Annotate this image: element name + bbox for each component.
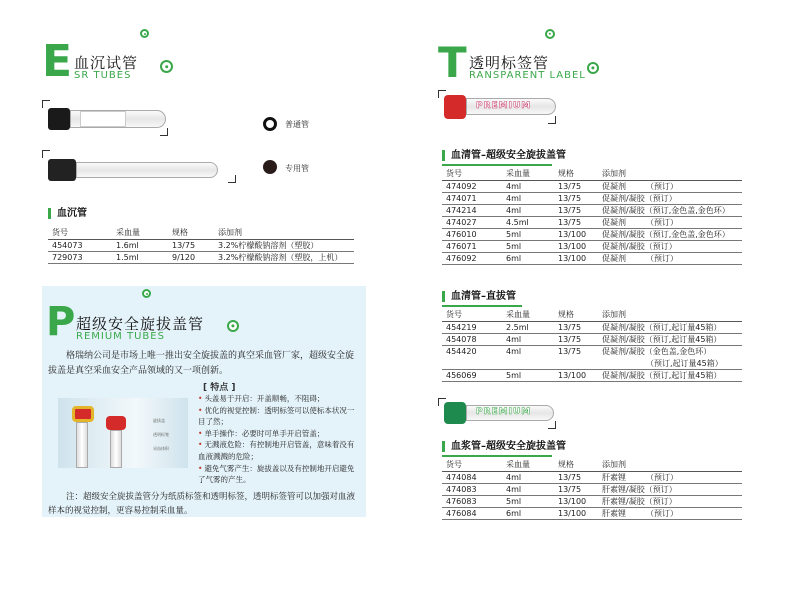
serum-safe-table: 货号 采血量 规格 添加剂 474092 4ml 13/75 促凝剂 （预订） 474071 4ml 13/75 促凝剂/凝胶（预订） 474214 4ml 13/75 促凝剂/凝胶（预订,金色盖,金色环） 474027 4.5ml 13/75 促凝剂 （预订） 476010 5ml 13/100 促凝剂/凝胶（预订,金色盖,金色环） 476071 5ml 13/100 促凝剂/凝胶（预订） 476092 6ml 13/100 促凝剂 （预订） bbox=[442, 167, 742, 265]
table-row: （预订,起订量45箱） bbox=[442, 358, 742, 370]
legend-normal-label: 普通管 bbox=[285, 120, 309, 129]
list-item: • 避免气雾产生：旋拔盖以及有控制地开启避免了气雾的产生。 bbox=[198, 463, 355, 485]
features-list bbox=[198, 393, 358, 486]
premium-subtitle: REMIUM TUBES bbox=[76, 331, 165, 342]
esr-table-title: 血沉管 bbox=[48, 208, 87, 219]
features-title: [ 特点 ] bbox=[203, 383, 236, 393]
title-rule bbox=[442, 455, 552, 457]
premium-letter: P bbox=[46, 299, 76, 345]
tube-label: PREMIUM bbox=[476, 101, 532, 111]
esr-letter: E bbox=[42, 36, 73, 87]
table-row: 474027 4.5ml 13/75 促凝剂 （预订） bbox=[442, 217, 742, 229]
table-row: 476092 6ml 13/100 促凝剂 （预订） bbox=[442, 253, 742, 265]
table-row: 454219 2.5ml 13/75 促凝剂/凝胶（预订,起订量45箱） bbox=[442, 322, 742, 334]
col-header: 采血量 bbox=[112, 226, 168, 240]
table-row: 454420 4ml 13/75 促凝剂/凝胶（金色盖,金色环） bbox=[446, 347, 712, 357]
illustration-label: 采血体积 bbox=[153, 446, 169, 451]
premium-title: 超级安全旋拔盖管 bbox=[76, 315, 205, 333]
list-item: • 优化的视觉控制：透明标签可以使标本状况一目了然； bbox=[198, 405, 355, 427]
table-row: 456069 5ml 13/100 促凝剂/凝胶（预订,起订量45箱） bbox=[442, 370, 742, 382]
illustration-label: 旋拔盖 bbox=[153, 418, 165, 423]
legend-special-label: 专用管 bbox=[285, 164, 309, 173]
transparent-subtitle: RANSPARENT LABEL bbox=[469, 70, 586, 81]
premium-note: 注：超级安全旋拔盖管分为纸质标签和透明标签，透明标签管可以加强对血液样本的视觉控制，更容易控制采血量。 bbox=[48, 492, 356, 516]
table-row: 476084 6ml 13/100 肝素锂 （预订） bbox=[442, 508, 742, 520]
decor-ring bbox=[587, 62, 599, 74]
decor-ring bbox=[160, 60, 173, 73]
table-row: 454078 4ml 13/75 促凝剂/凝胶（预订,起订量45箱） bbox=[442, 334, 742, 346]
table-row: 476071 5ml 13/100 促凝剂/凝胶（预订） bbox=[442, 241, 742, 253]
list-item: • 无溅液危险：有控制地开启管盖，意味着没有血液溅溅的危险； bbox=[198, 440, 355, 461]
serum-straight-table: 货号 采血量 规格 添加剂 454219 2.5ml 13/75 促凝剂/凝胶（预订,起订量45箱） 454078 4ml 13/75 促凝剂/凝胶（预订,起订量45箱） 454420 4ml 13/75 促凝剂/凝胶（金色盖,金色环） （预订,起订量45箱） 456069 5ml 13/100 促凝剂/凝胶（预订,起订量45箱） bbox=[442, 308, 742, 382]
table-row: 474092 4ml 13/75 促凝剂 （预订） bbox=[442, 181, 742, 193]
decor-ring bbox=[140, 29, 149, 38]
legend-special-marker bbox=[263, 160, 277, 174]
transparent-letter: T bbox=[438, 38, 467, 87]
transparent-title: 透明标签管 bbox=[469, 54, 550, 72]
title-rule bbox=[442, 305, 522, 307]
list-item: • 单手操作：必要时可单手开启管盖； bbox=[198, 428, 325, 438]
esr-subtitle: SR TUBES bbox=[74, 70, 132, 81]
plasma-safe-title: 血浆管–超级安全旋拔盖管 bbox=[442, 441, 566, 452]
col-header: 添加剂 bbox=[214, 226, 354, 240]
table-row: 476083 5ml 13/100 肝素锂/凝胶（预订） bbox=[442, 496, 742, 508]
col-header: 规格 bbox=[168, 226, 214, 240]
legend-normal-marker bbox=[263, 117, 277, 131]
table-row: 474083 4ml 13/75 肝素锂/凝胶（预订） bbox=[442, 484, 742, 496]
illustration-label: 透明标签 bbox=[153, 432, 169, 437]
esr-table bbox=[48, 226, 354, 264]
esr-title: 血沉试管 bbox=[74, 54, 139, 72]
tube-label: PREMIUM bbox=[476, 407, 532, 417]
serum-straight-title: 血清管–直拔管 bbox=[442, 291, 516, 302]
plasma-safe-table: 货号 采血量 规格 添加剂 474084 4ml 13/75 肝素锂 （预订） 474083 4ml 13/75 肝素锂/凝胶（预订） 476083 5ml 13/100 肝素锂/凝胶（预订） 476084 6ml 13/100 肝素锂 （预订） bbox=[442, 458, 742, 520]
table-row: 454073 1.6ml 13/75 3.2%柠檬酸钠溶剂（塑胶） bbox=[48, 240, 354, 252]
premium-illustration bbox=[58, 398, 188, 468]
table-row: 729073 1.5ml 9/120 3.2%柠檬酸钠溶剂（塑胶，上机） bbox=[48, 252, 354, 264]
table-row: 474214 4ml 13/75 促凝剂/凝胶（预订,金色盖,金色环） bbox=[442, 205, 742, 217]
decor-ring bbox=[227, 320, 239, 332]
decor-ring bbox=[142, 289, 151, 298]
premium-intro: 格瑞纳公司是市场上唯一推出安全旋拔盖的真空采血管厂家，超级安全旋拔盖是真空采血安全产品领域的又一项创新。 bbox=[48, 351, 355, 376]
table-row: 476010 5ml 13/100 促凝剂/凝胶（预订,金色盖,金色环） bbox=[442, 229, 742, 241]
title-rule bbox=[442, 164, 552, 166]
decor-ring bbox=[545, 29, 555, 39]
table-row: 474071 4ml 13/75 促凝剂/凝胶（预订） bbox=[442, 193, 742, 205]
table-row: 474084 4ml 13/75 肝素锂 （预订） bbox=[442, 472, 742, 484]
list-item: • 头盖易于开启：开盖顺畅，不阻碍； bbox=[198, 394, 325, 403]
serum-safe-title: 血清管–超级安全旋拔盖管 bbox=[442, 150, 566, 161]
col-header: 货号 bbox=[48, 226, 112, 240]
